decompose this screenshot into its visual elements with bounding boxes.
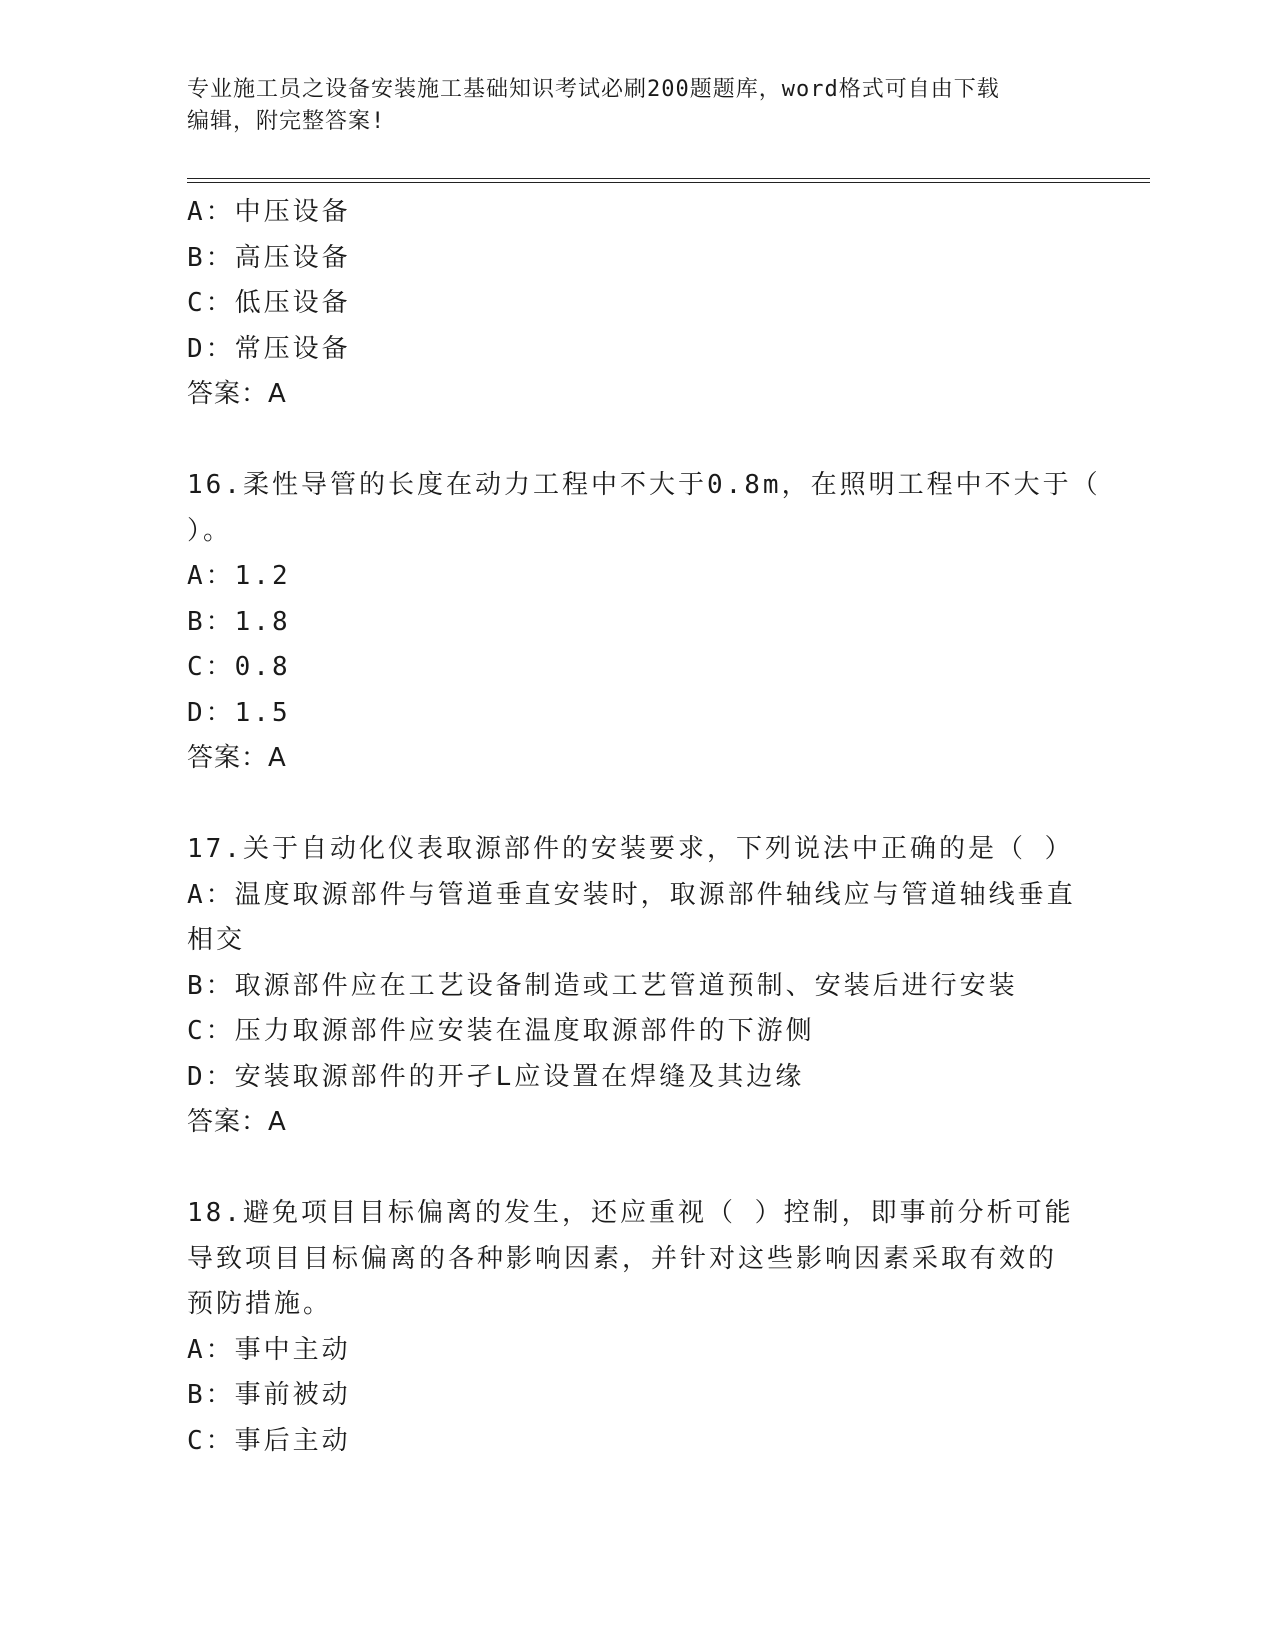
option-b: B：取源部件应在工艺设备制造或工艺管道预制、安装后进行安装 [187, 970, 1018, 1001]
question-stem-line-2: ）。 [187, 515, 233, 546]
option-a: A：中压设备 [187, 197, 351, 227]
spacer [187, 782, 1087, 828]
option-b: B：1.8 [187, 606, 291, 637]
spacer [187, 1146, 1087, 1192]
option-d: D：安装取源部件的开孑L应设置在焊缝及其边缘 [187, 1061, 805, 1092]
option-c: C：低压设备 [187, 288, 351, 318]
header-title-line-1: 专业施工员之设备安装施工基础知识考试必刷200题题库，word格式可自由下载 [187, 77, 1000, 102]
option-d: D：1.5 [187, 697, 291, 728]
question-stem-line-1: 18.避免项目目标偏离的发生，还应重视（ ）控制，即事前分析可能 [187, 1198, 1074, 1228]
option-a: A：1.2 [187, 561, 291, 591]
question-stem-line-2: 导致项目目标偏离的各种影响因素，并针对这些影响因素采取有效的 [187, 1243, 1058, 1274]
option-a: A：事中主动 [187, 1334, 351, 1365]
answer: 答案：A [187, 379, 287, 409]
question-15 [187, 190, 1087, 418]
header-divider [187, 178, 1150, 183]
option-b: B：高压设备 [187, 242, 351, 273]
answer: 答案：A [187, 743, 287, 773]
question-stem-line-3: 预防措施。 [187, 1289, 333, 1319]
answer: 答案：A [187, 1107, 287, 1137]
question-18 [187, 1191, 1087, 1464]
option-a-line-1: A：温度取源部件与管道垂直安装时，取源部件轴线应与管道轴线垂直 [187, 879, 1076, 910]
question-16 [187, 463, 1101, 782]
question-list [187, 190, 1101, 1464]
document-header [187, 74, 1067, 138]
option-a-line-2: 相交 [187, 925, 246, 955]
option-c: C：压力取源部件应安装在温度取源部件的下游侧 [187, 1016, 815, 1046]
option-c: C：事后主动 [187, 1425, 351, 1456]
question-17 [187, 827, 1087, 1146]
spacer [187, 418, 1087, 464]
question-stem-line-1: 16.柔性导管的长度在动力工程中不大于0.8m，在照明工程中不大于（ [187, 470, 1101, 500]
option-d: D：常压设备 [187, 333, 351, 364]
option-b: B：事前被动 [187, 1380, 351, 1410]
header-title-line-2: 编辑，附完整答案! [187, 109, 386, 134]
option-c: C：0.8 [187, 652, 291, 682]
question-stem: 17.关于自动化仪表取源部件的安装要求，下列说法中正确的是（ ） [187, 834, 1074, 864]
